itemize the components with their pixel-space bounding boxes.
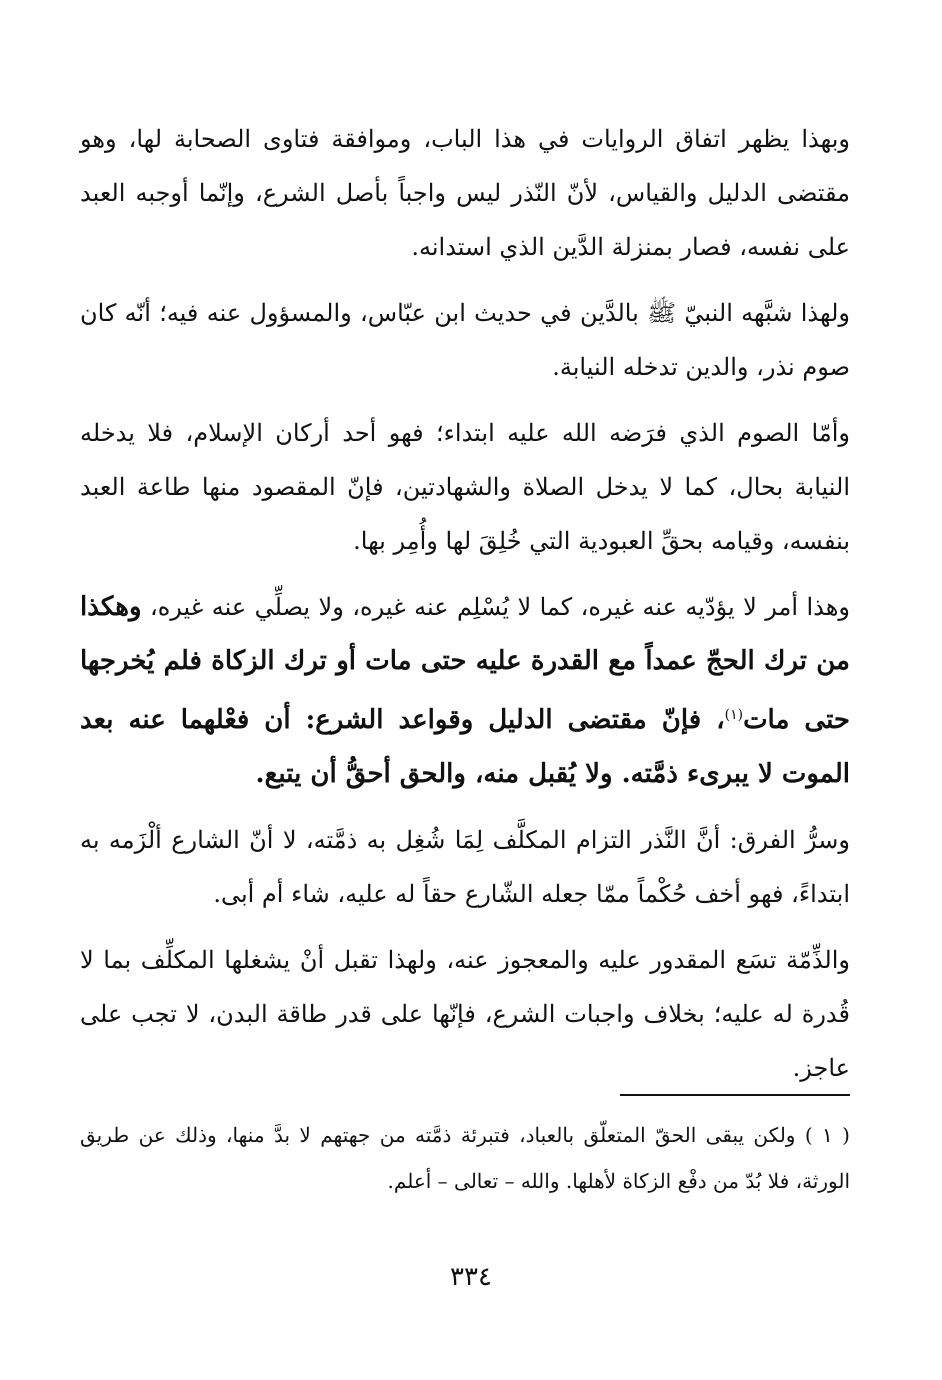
paragraph: والذِّمّة تسَع المقدور عليه والمعجوز عنه، ولهذا تقبل أنْ يشغلها المكلِّف بما لا قُدرة له عليه؛ بخلاف واجبات الشرع، فإنّها على قدر طاقة البدن، لا تجب على عاجز. xyxy=(80,946,850,1082)
paragraph: وسرُّ الفرق: أنَّ النَّذر التزام المكلَّف لِمَا شُغِل به ذمَّته، لا أنّ الشارع ألْزَمه به ابتداءً، فهو أخف حُكْماً ممّا جعله الشّارع حقاً له عليه، شاء أم أبى. xyxy=(80,826,850,908)
bold-quote: وهكذا من ترك الحجّ عمداً مع القدرة عليه حتى مات أو ترك الزكاة فلم يُخرجها حتى مات xyxy=(80,592,850,735)
paragraph: ولهذا شبَّهه النبيّ ﷺ بالدَّين في حديث ابن عبّاس، والمسؤول عنه فيه؛ أنّه كان صوم نذر، والدين تدخله النيابة. xyxy=(80,299,850,381)
paragraph-text: وهذا أمر لا يؤدّيه عنه غيره، كما لا يُسْلِم عنه غيره، ولا يصلِّي عنه غيره، xyxy=(149,593,850,621)
footnote-reference[interactable]: (١) xyxy=(724,707,744,723)
footnote-divider xyxy=(620,1094,850,1096)
bold-quote-continued: ، فإنّ مقتضى الدليل وقواعد الشرع: أن فعْلهما عنه بعد الموت لا يبرىء ذمَّته. ولا يُقبل منه، والحق أحقُّ أن يتبع. xyxy=(80,705,850,789)
paragraph: وبهذا يظهر اتفاق الروايات في هذا الباب، وموافقة فتاوى الصحابة لها، وهو مقتضى الدليل والقياس، لأنّ النّذر ليس واجباً بأصل الشرع، وإنّما أوجبه العبد على نفسه، فصار بمنزلة الدَّين الذي استدانه. xyxy=(80,125,850,261)
footnote: ( ١ ) ولكن يبقى الحقّ المتعلّق بالعباد، فتبرئة ذمَّته من جهتهم لا بدَّ منها، وذلك عن طريق الورثة، فلا بُدّ من دفْع الزكاة لأهلها. والله – تعالى – أعلم. xyxy=(80,1123,850,1193)
paragraph xyxy=(80,580,850,801)
main-text xyxy=(80,112,850,1107)
footnotes xyxy=(80,1112,850,1204)
page-number: ٣٣٤ xyxy=(450,1262,492,1292)
paragraph: وأمّا الصوم الذي فرَضه الله عليه ابتداء؛ فهو أحد أركان الإسلام، فلا يدخله النيابة بحال، كما لا يدخل الصلاة والشهادتين، فإنّ المقصود منها طاعة العبد بنفسه، وقيامه بحقِّ العبودية التي خُلِقَ لها وأُمِر بها. xyxy=(80,419,850,555)
